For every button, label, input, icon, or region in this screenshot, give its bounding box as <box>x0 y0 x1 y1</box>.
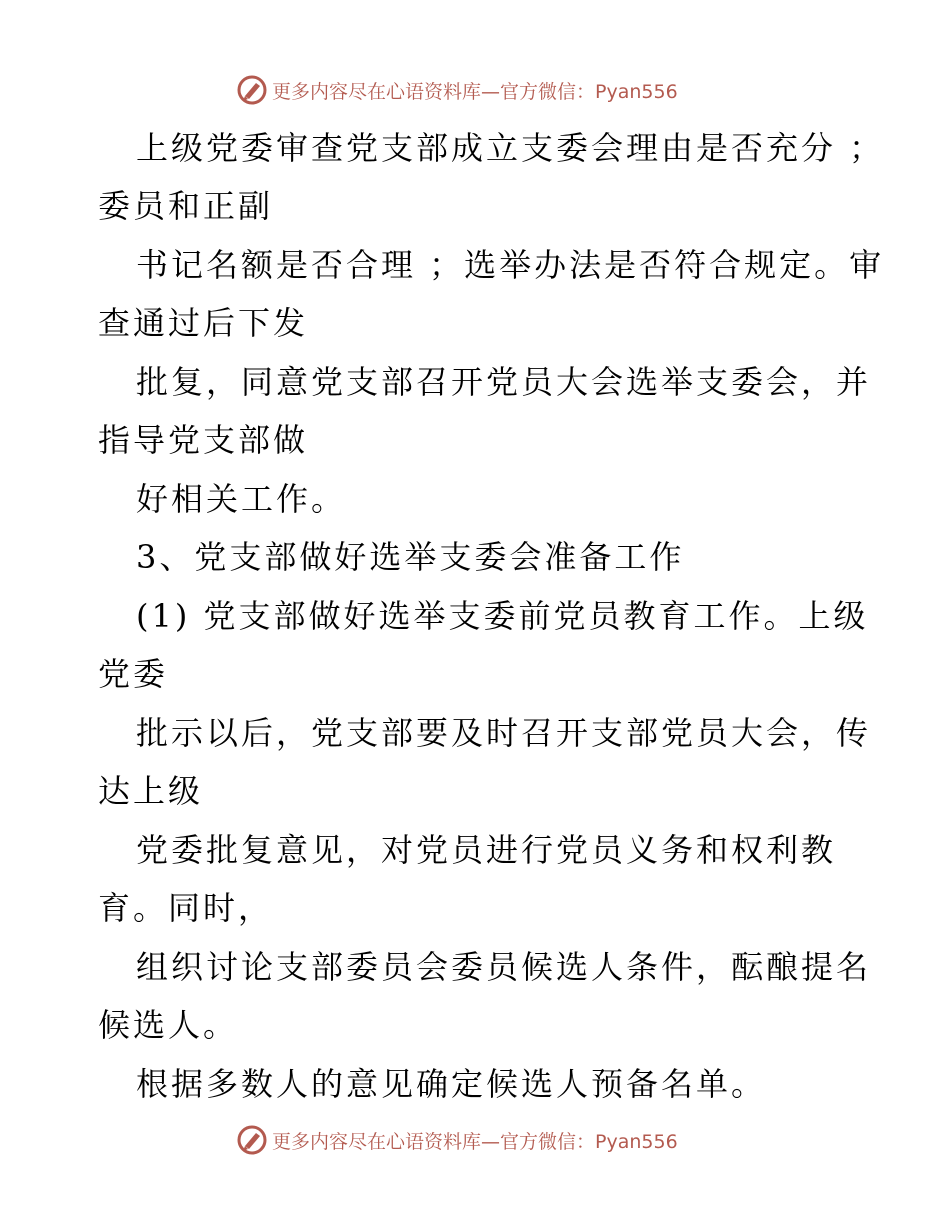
section-heading: 3、党支部做好选举支委会准备工作 <box>136 538 685 576</box>
header-watermark <box>236 73 678 107</box>
paragraph-line: 书记名额是否合理 ；选举办法是否符合规定。审 <box>136 246 885 284</box>
footer-watermark <box>236 1123 678 1157</box>
paragraph-line: 查通过后下发 <box>98 304 309 342</box>
paragraph-line: 达上级 <box>98 772 204 810</box>
paragraph-line: 好相关工作。 <box>136 480 347 518</box>
pen-logo-icon <box>236 1124 268 1156</box>
footer-watermark-text: 更多内容尽在心语资料库—官方微信：Pyan556 <box>272 1130 678 1153</box>
paragraph-line: 根据多数人的意见确定候选人预备名单。 <box>136 1065 767 1103</box>
paragraph-line: 批复，同意党支部召开党员大会选举支委会，并 <box>136 363 872 401</box>
paragraph-line: 指导党支部做 <box>98 421 309 459</box>
pen-logo-icon <box>236 74 268 106</box>
paragraph-line: 批示以后，党支部要及时召开支部党员大会，传 <box>136 714 872 752</box>
paragraph-line: 育。同时， <box>98 889 274 927</box>
paragraph-line: (1) 党支部做好选举支委前党员教育工作。上级 <box>136 597 869 635</box>
paragraph-line: 委员和正副 <box>98 187 274 225</box>
paragraph-line: 党委 <box>98 655 169 693</box>
paragraph-line: 上级党委审查党支部成立支委会理由是否充分 ； <box>136 129 885 167</box>
paragraph-line: 组织讨论支部委员会委员候选人条件，酝酿提名 <box>136 948 872 986</box>
header-watermark-text: 更多内容尽在心语资料库—官方微信：Pyan556 <box>272 80 678 103</box>
paragraph-line: 候选人。 <box>98 1006 239 1044</box>
paragraph-line: 党委批复意见，对党员进行党员义务和权利教 <box>136 831 837 869</box>
